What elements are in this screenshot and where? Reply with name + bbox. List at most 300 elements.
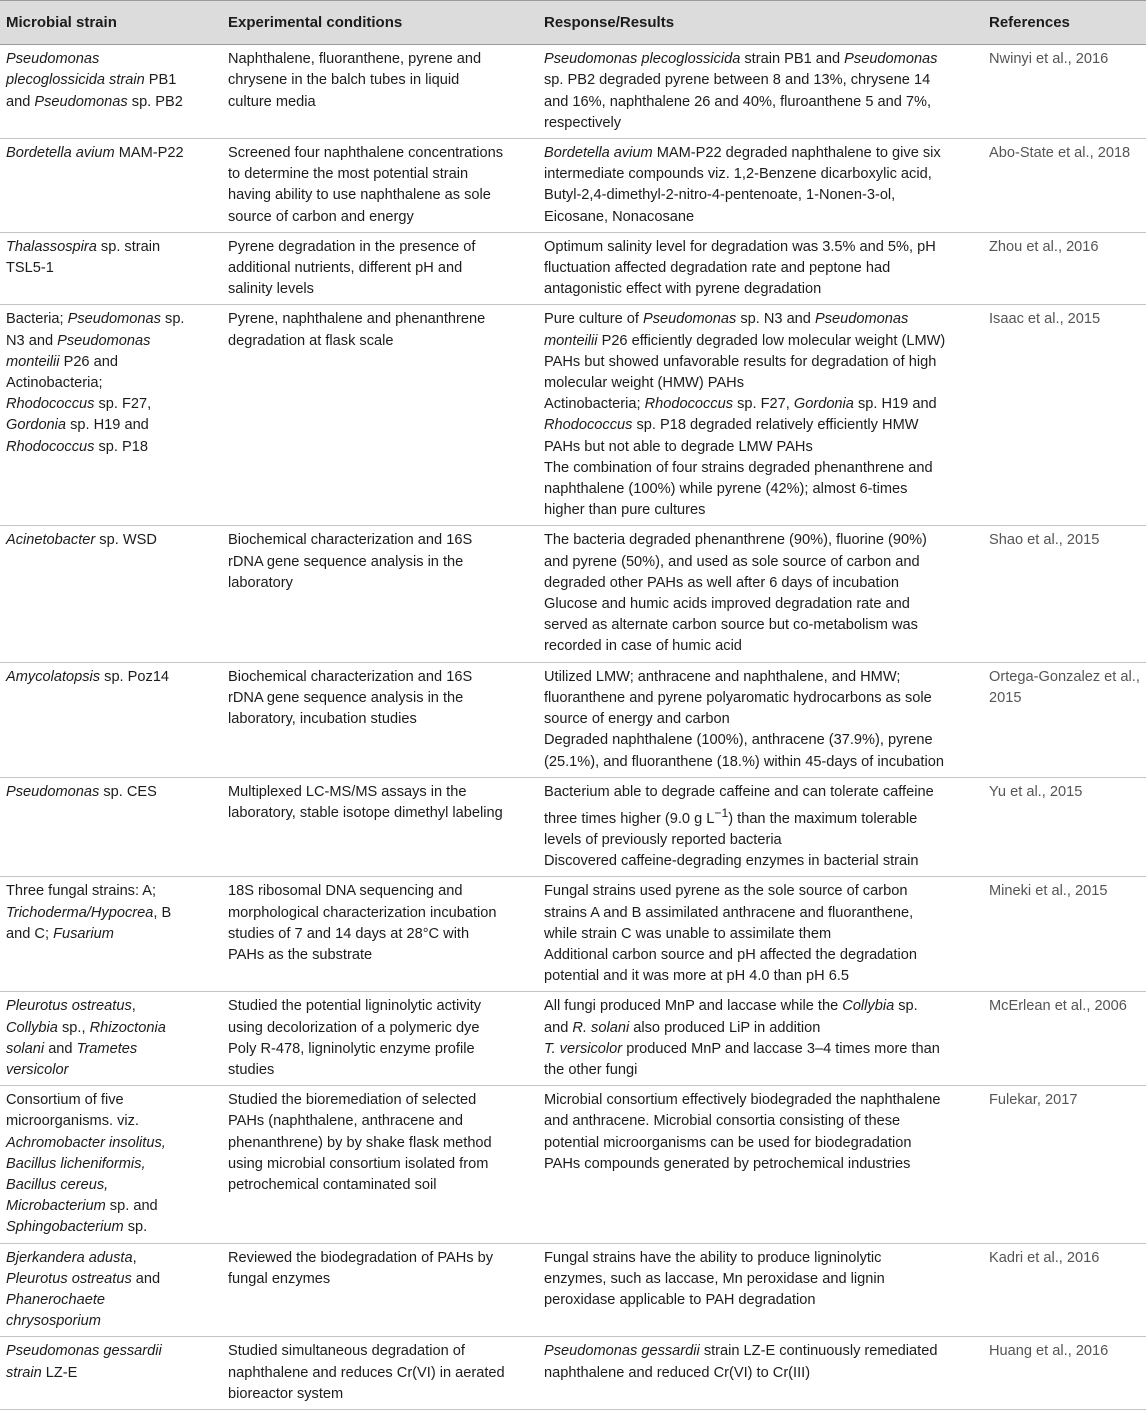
conditions-cell	[222, 526, 538, 662]
table-row	[0, 777, 1146, 877]
text-run: peroxidase applicable to PAH degradation	[544, 1292, 816, 1309]
text-run: and 16%, naphthalene 26 and 40%, fluroanthene 5 and 7%,	[544, 93, 932, 110]
text-line	[6, 1154, 216, 1175]
italic-text: Pseudomonas	[67, 311, 161, 328]
text-line	[544, 49, 977, 70]
text-run: Pure culture of	[544, 311, 643, 328]
text-line	[544, 996, 977, 1017]
text-run: sp. F27,	[94, 396, 152, 413]
text-line	[6, 1133, 216, 1154]
text-line	[228, 709, 532, 730]
text-line	[228, 185, 532, 206]
text-line	[228, 92, 532, 113]
text-line	[544, 782, 977, 803]
text-line	[6, 394, 216, 415]
text-line	[544, 594, 977, 615]
italic-text: Rhodococcus	[644, 396, 734, 413]
strain-cell	[0, 777, 222, 877]
results-cell	[538, 662, 983, 777]
reference-cell	[983, 877, 1146, 992]
text-run: PAHs (naphthalene, anthracene and	[228, 1113, 464, 1130]
text-line	[544, 394, 977, 415]
text-line	[228, 309, 532, 330]
text-run: LZ-E	[41, 1364, 78, 1381]
text-run: rDNA gene sequence analysis in the	[228, 689, 464, 706]
text-line	[6, 903, 216, 924]
text-line	[6, 1269, 216, 1290]
text-run: Actinobacteria;	[544, 396, 645, 413]
text-run: laboratory, incubation studies	[228, 711, 417, 728]
text-run: sp. P18 degraded relatively efficiently HMW	[632, 417, 919, 434]
text-run: Studied the potential ligninolytic activity	[228, 998, 482, 1015]
reference-cell	[983, 526, 1146, 662]
text-line	[228, 1039, 532, 1060]
text-line	[544, 688, 977, 709]
text-run: sp.	[894, 998, 918, 1015]
text-run: McErlean et al., 2006	[989, 998, 1127, 1015]
text-line	[6, 782, 216, 803]
text-line	[989, 1090, 1140, 1111]
italic-text: Pseudomonas	[6, 51, 100, 68]
text-run: and	[6, 93, 35, 110]
text-run: TSL5-1	[6, 260, 54, 277]
text-run: Reviewed the biodegradation of PAHs by	[228, 1249, 494, 1266]
conditions-cell	[222, 1243, 538, 1337]
text-line	[228, 573, 532, 594]
text-run: source of energy and carbon	[544, 711, 730, 728]
results-cell	[538, 139, 983, 233]
text-run: Mineki et al., 2015	[989, 883, 1108, 900]
text-run: Studied simultaneous degradation of	[228, 1343, 465, 1360]
results-cell	[538, 45, 983, 139]
table-row	[0, 992, 1146, 1086]
text-run: Eicosane, Nonacosane	[544, 208, 695, 225]
text-run: sp. CES	[99, 783, 157, 800]
text-line	[6, 49, 216, 70]
text-line	[989, 237, 1140, 258]
text-run: culture media	[228, 93, 316, 110]
text-line	[544, 1133, 977, 1154]
text-run: fluoranthene and pyrene polyaromatic hydrocarbons as sole	[544, 689, 932, 706]
text-run: PAHs but showed unfavorable results for degradation of high	[544, 353, 937, 370]
text-line	[544, 530, 977, 551]
text-run: sp. strain	[96, 238, 161, 255]
text-line	[6, 1060, 216, 1081]
text-line	[6, 924, 216, 945]
text-run: Ortega-Gonzalez et al.,	[989, 668, 1140, 685]
table-row	[0, 45, 1146, 139]
text-run: potential microorganisms can be used for biodegradation	[544, 1134, 912, 1151]
text-run: PAHs compounds generated by petrochemical industries	[544, 1155, 911, 1172]
results-cell	[538, 777, 983, 877]
strain-cell	[0, 305, 222, 526]
text-run: potential and it was more at pH 4.0 than pH 6.5	[544, 968, 850, 985]
text-run: Zhou et al., 2016	[989, 238, 1099, 255]
text-line	[228, 279, 532, 300]
text-run: fungal enzymes	[228, 1270, 331, 1287]
italic-text: Rhizoctonia	[89, 1019, 166, 1036]
text-run: Butyl-2,4-dimethyl-2-nitro-4-pentenoate, 1-Nonen-3-ol,	[544, 187, 896, 204]
text-run: the other fungi	[544, 1062, 638, 1078]
text-line	[544, 500, 977, 521]
text-line	[228, 945, 532, 966]
text-run: Multiplexed LC-MS/MS assays in the	[228, 783, 467, 800]
text-line	[544, 803, 977, 830]
text-line	[228, 924, 532, 945]
text-run: Additional carbon source and pH affected the degradation	[544, 946, 917, 963]
reference-cell	[983, 45, 1146, 139]
italic-text: Phanerochaete	[6, 1292, 105, 1309]
text-run: sp. WSD	[95, 532, 157, 549]
text-run: and C;	[6, 925, 54, 942]
table-row	[0, 139, 1146, 233]
text-run: Biochemical characterization and 16S	[228, 668, 473, 685]
italic-text: Bordetella avium	[544, 145, 653, 162]
text-run: Huang et al., 2016	[989, 1343, 1109, 1360]
text-run: levels of previously reported bacteria	[544, 831, 782, 848]
text-line	[6, 1248, 216, 1269]
text-run: bioreactor system	[228, 1385, 344, 1402]
text-run: petrochemical contaminated soil	[228, 1177, 437, 1194]
text-line	[544, 1290, 977, 1311]
text-run: The combination of four strains degraded phenanthrene and	[544, 459, 933, 476]
text-line	[6, 1090, 216, 1111]
text-run: naphthalene (100%) while pyrene (42%); almost 6-times	[544, 481, 908, 498]
reference-cell	[983, 662, 1146, 777]
italic-text: Amycolatopsis	[6, 668, 101, 685]
text-line	[228, 237, 532, 258]
superscript-text: −1	[714, 805, 729, 820]
text-line	[544, 415, 977, 436]
conditions-cell	[222, 777, 538, 877]
text-line	[6, 1311, 216, 1332]
text-line	[544, 113, 977, 134]
italic-text: Thalassospira	[6, 238, 97, 255]
text-run: source of carbon and energy	[228, 208, 414, 225]
strain-cell	[0, 526, 222, 662]
text-line	[544, 1018, 977, 1039]
text-line	[228, 667, 532, 688]
text-run: sp. PB2	[127, 93, 183, 110]
table-row	[0, 1243, 1146, 1337]
text-run: sp. F27,	[733, 396, 794, 413]
text-line	[228, 803, 532, 824]
text-run: MAM-P22	[114, 145, 184, 162]
text-line	[989, 667, 1140, 688]
text-line	[989, 1341, 1140, 1362]
text-run: Fulekar, 2017	[989, 1092, 1078, 1109]
text-run: and pyrene (50%), and used as sole source of carbon and	[544, 553, 920, 570]
text-run: Screened four naphthalene concentrations	[228, 145, 504, 162]
reference-cell	[983, 777, 1146, 877]
italic-text: Bjerkandera adusta	[6, 1249, 133, 1266]
text-line	[544, 709, 977, 730]
text-line	[544, 636, 977, 657]
text-line	[544, 1111, 977, 1132]
text-line	[544, 552, 977, 573]
text-run: PB1	[144, 72, 177, 89]
text-run: sp. P18	[94, 438, 148, 455]
text-line	[544, 309, 977, 330]
text-line	[544, 70, 977, 91]
text-run: using microbial consortium isolated from	[228, 1155, 489, 1172]
text-run: microorganisms. viz.	[6, 1113, 139, 1130]
text-run: sp.	[160, 311, 185, 328]
text-line	[6, 530, 216, 551]
table-body	[0, 45, 1146, 1410]
text-run: MAM-P22 degraded naphthalene to give six	[652, 145, 941, 162]
text-line	[6, 1018, 216, 1039]
text-line	[544, 437, 977, 458]
text-line	[544, 1154, 977, 1175]
text-line	[989, 782, 1140, 803]
header-response-results: Response/Results	[538, 1, 983, 45]
text-line	[6, 1363, 216, 1384]
text-run: to determine the most potential strain	[228, 166, 469, 183]
text-run: higher than pure cultures	[544, 502, 706, 519]
text-run: served as alternate carbon source but co-metabolism was	[544, 617, 918, 634]
text-run: respectively	[544, 114, 622, 131]
table-row	[0, 305, 1146, 526]
italic-text: Pleurotus ostreatus	[6, 998, 132, 1015]
text-run: Biochemical characterization and 16S	[228, 532, 473, 549]
text-line	[6, 309, 216, 330]
text-run: sp. N3 and	[736, 311, 815, 328]
italic-text: Rhodococcus	[6, 396, 95, 413]
text-run: PAHs as the substrate	[228, 946, 373, 963]
text-run: Optimum salinity level for degradation was 3.5% and 5%, pH	[544, 238, 936, 255]
italic-text: Bordetella avium	[6, 145, 115, 162]
text-line	[228, 881, 532, 902]
reference-cell	[983, 1086, 1146, 1243]
text-run: also produced LiP in addition	[629, 1019, 821, 1036]
italic-text: Collybia	[842, 998, 895, 1015]
text-run: Fungal strains have the ability to produce ligninolytic	[544, 1249, 882, 1266]
text-run: sp. H19 and	[66, 417, 149, 434]
text-line	[544, 185, 977, 206]
text-line	[989, 688, 1140, 709]
text-line	[228, 1154, 532, 1175]
text-run: degradation at flask scale	[228, 332, 394, 349]
italic-text: Microbacterium	[6, 1198, 106, 1215]
text-line	[6, 237, 216, 258]
text-run: and anthracene. Microbial consortia consisting of these	[544, 1113, 901, 1130]
italic-text: solani	[6, 1040, 45, 1057]
text-line	[6, 1175, 216, 1196]
text-run: degraded other PAHs as well after 6 days of incubation	[544, 574, 900, 591]
results-cell	[538, 526, 983, 662]
text-line	[6, 667, 216, 688]
text-run: salinity levels	[228, 281, 314, 298]
text-line	[228, 1363, 532, 1384]
text-line	[228, 49, 532, 70]
conditions-cell	[222, 139, 538, 233]
italic-text: Pseudomonas	[642, 311, 737, 328]
text-line	[544, 352, 977, 373]
text-line	[544, 373, 977, 394]
text-run: strain LZ-E continuously remediated	[699, 1343, 938, 1360]
italic-text: Collybia	[6, 1019, 58, 1036]
text-run: P26 and	[59, 353, 118, 370]
text-line	[6, 1196, 216, 1217]
italic-text: Bacillus licheniformis,	[6, 1155, 146, 1172]
text-line	[544, 903, 977, 924]
text-run: Microbial consortium effectively biodegraded the naphthalene	[544, 1092, 941, 1109]
text-run: ,	[132, 1249, 137, 1266]
results-cell	[538, 232, 983, 305]
text-run: strain PB1 and	[740, 51, 845, 68]
table-row	[0, 877, 1146, 992]
conditions-cell	[222, 992, 538, 1086]
text-run: Consortium of five	[6, 1092, 124, 1109]
results-cell	[538, 877, 983, 992]
conditions-cell	[222, 1086, 538, 1243]
italic-text: Rhodococcus	[544, 417, 633, 434]
italic-text: Pleurotus ostreatus	[6, 1270, 132, 1287]
text-run: Kadri et al., 2016	[989, 1249, 1100, 1266]
italic-text: Fusarium	[53, 925, 114, 942]
italic-text: Trametes	[76, 1040, 138, 1057]
strain-cell	[0, 1337, 222, 1410]
text-line	[6, 258, 216, 279]
text-run: Studied the bioremediation of selected	[228, 1092, 477, 1109]
text-run: PAHs but not able to degrade LMW PAHs	[544, 438, 813, 455]
text-line	[544, 881, 977, 902]
text-run: ) than the maximum tolerable	[728, 810, 918, 827]
text-line	[989, 143, 1140, 164]
table-row	[0, 232, 1146, 305]
text-line	[544, 573, 977, 594]
reference-cell	[983, 232, 1146, 305]
header-experimental-conditions: Experimental conditions	[222, 1, 538, 45]
text-run: sp. PB2 degraded pyrene between 8 and 13%, chrysene 14	[544, 72, 931, 89]
text-run: and	[544, 1019, 573, 1036]
conditions-cell	[222, 877, 538, 992]
text-line	[6, 1341, 216, 1362]
text-run: rDNA gene sequence analysis in the	[228, 553, 464, 570]
italic-text: Gordonia	[6, 417, 67, 434]
text-line	[544, 479, 977, 500]
text-run: P26 efficiently degraded low molecular weight (LMW)	[597, 332, 946, 349]
strain-cell	[0, 1243, 222, 1337]
text-line	[6, 352, 216, 373]
text-run: laboratory	[228, 574, 293, 591]
text-line	[228, 207, 532, 228]
text-run: 18S ribosomal DNA sequencing and	[228, 883, 463, 900]
text-run: fluctuation affected degradation rate and peptone had	[544, 260, 891, 277]
text-run: intermediate compounds viz. 1,2-Benzene dicarboxylic acid,	[544, 166, 932, 183]
italic-text: chrysosporium	[6, 1313, 101, 1330]
results-cell	[538, 1337, 983, 1410]
italic-text: Bacillus cereus,	[6, 1177, 109, 1194]
text-line	[544, 1090, 977, 1111]
text-line	[544, 1363, 977, 1384]
text-run: antagonistic effect with pyrene degradation	[544, 281, 822, 298]
text-line	[544, 667, 977, 688]
italic-text: Pseudomonas gessardii	[6, 1343, 162, 1360]
text-line	[228, 1018, 532, 1039]
text-run: Fungal strains used pyrene as the sole source of carbon	[544, 883, 908, 900]
text-line	[228, 903, 532, 924]
text-line	[228, 782, 532, 803]
text-line	[544, 851, 977, 872]
italic-text: Acinetobacter	[6, 532, 96, 549]
italic-text: Sphingobacterium	[6, 1219, 124, 1236]
italic-text: monteilii	[544, 332, 598, 349]
text-run: strains A and B assimilated anthracene and fluoranthene,	[544, 904, 914, 921]
text-line	[544, 752, 977, 773]
text-line	[6, 373, 216, 394]
strain-cell	[0, 877, 222, 992]
text-line	[6, 92, 216, 113]
conditions-cell	[222, 45, 538, 139]
text-line	[544, 279, 977, 300]
text-run: chrysene in the balch tubes in liquid	[228, 72, 460, 89]
text-run: Yu et al., 2015	[989, 783, 1083, 800]
text-line	[989, 49, 1140, 70]
text-run: sp.,	[57, 1019, 90, 1036]
text-run: morphological characterization incubation	[228, 904, 497, 921]
text-run: and	[131, 1270, 161, 1287]
text-line	[228, 530, 532, 551]
italic-text: strain	[6, 1364, 42, 1381]
text-run: Glucose and humic acids improved degradation rate and	[544, 596, 910, 613]
italic-text: Pseudomonas	[844, 51, 938, 68]
italic-text: Pseudomonas	[34, 93, 128, 110]
text-run: Naphthalene, fluoranthene, pyrene and	[228, 51, 482, 68]
text-run: recorded in case of humic acid	[544, 638, 742, 655]
reference-cell	[983, 139, 1146, 233]
italic-text: monteilii	[6, 353, 60, 370]
text-line	[228, 1060, 532, 1081]
text-line	[6, 143, 216, 164]
text-line	[228, 1384, 532, 1405]
header-references: References	[983, 1, 1146, 45]
conditions-cell	[222, 662, 538, 777]
results-cell	[538, 992, 983, 1086]
text-line	[228, 143, 532, 164]
strain-cell	[0, 1086, 222, 1243]
italic-text: plecoglossicida strain	[6, 72, 145, 89]
table-row	[0, 1337, 1146, 1410]
text-run: sp. Poz14	[100, 668, 170, 685]
text-run: molecular weight (HMW) PAHs	[544, 375, 745, 392]
text-line	[228, 552, 532, 573]
text-run: naphthalene and reduced Cr(VI) to Cr(III)	[544, 1364, 811, 1381]
text-line	[544, 143, 977, 164]
italic-text: versicolor	[6, 1062, 69, 1078]
text-line	[6, 1290, 216, 1311]
text-run: studies	[228, 1062, 275, 1078]
conditions-cell	[222, 1337, 538, 1410]
table-row	[0, 526, 1146, 662]
text-line	[544, 1341, 977, 1362]
text-run: Abo-State et al., 2018	[989, 145, 1131, 162]
text-run: N3 and	[6, 332, 58, 349]
text-line	[6, 996, 216, 1017]
text-run: sp.	[123, 1219, 148, 1236]
text-line	[544, 207, 977, 228]
text-run: while strain C was unable to assimilate them	[544, 925, 832, 942]
strain-cell	[0, 45, 222, 139]
text-line	[544, 1060, 977, 1081]
italic-text: Trichoderma/Hypocrea	[6, 904, 154, 921]
text-line	[544, 1248, 977, 1269]
italic-text: Pseudomonas	[57, 332, 151, 349]
text-run: All fungi produced MnP and laccase while the	[544, 998, 843, 1015]
text-line	[228, 164, 532, 185]
text-line	[228, 1090, 532, 1111]
